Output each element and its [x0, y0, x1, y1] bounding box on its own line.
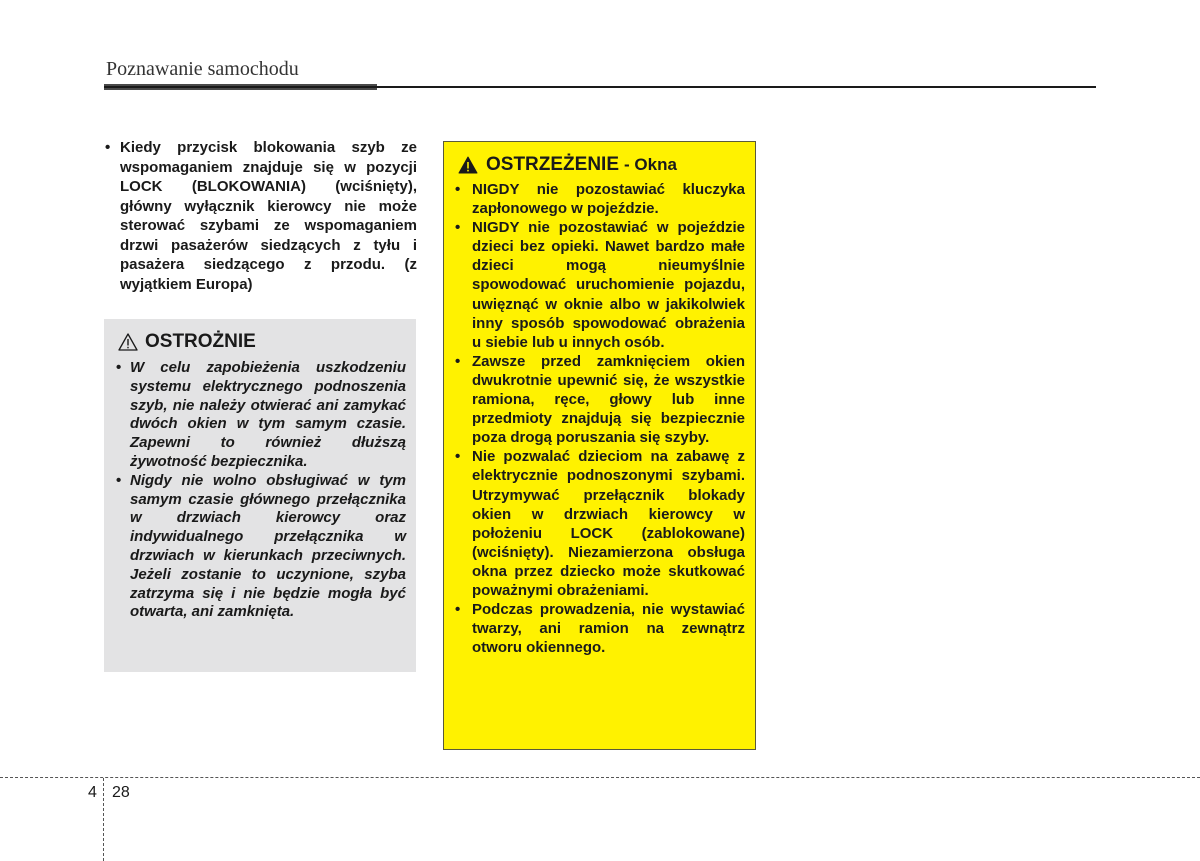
caution-item: • W celu zapobieżenia uszkodzeniu systemu elektrycznego podnoszenia szyb, nie należy otwierać ani zamykać dwóch okien w tym samym czasie. Zapewni to również dłuższą żywotność bezpiecznika.	[116, 359, 406, 472]
caution-title-text: OSTROŻNIE	[145, 331, 256, 352]
warning-item: • NIGDY nie pozostawiać w pojeździe dzieci bez opieki. Nawet bardzo małe dzieci mogą nieumyślnie spowodować uruchomienie pojazdu, uwięznąć w oknie albo w jakikolwiek inny sposób spowodować obrażenia u siebie lub u innych osób.	[454, 218, 745, 352]
warning-subtitle-text: - Okna	[624, 155, 677, 174]
footer-vertical-divider	[103, 778, 104, 861]
warning-item: • Zawsze przed zamknięciem okien dwukrotnie upewnić się, że wszystkie ramiona, ręce, głowy lub inne przedmioty znajdują się bezpiecznie poza drogą poruszania się szyby.	[454, 352, 745, 447]
warning-box	[443, 141, 756, 750]
warning-heading	[458, 154, 745, 176]
caution-item: • Nigdy nie wolno obsługiwać w tym samym czasie głównego przełącznika w drzwiach kierowcy oraz indywidualnego przełącznika w drzwiach w kierunkach przeciwnych. Jeżeli zostanie to uczynione, szyba zatrzyma się i nie będzie mogła być otwarta, ani zamknięta.	[116, 472, 406, 622]
warning-list	[454, 180, 745, 657]
warning-triangle-icon	[458, 156, 478, 174]
warning-title-text: OSTRZEŻENIE	[486, 154, 620, 175]
footer-divider	[0, 777, 1200, 778]
intro-bullet-list	[105, 138, 417, 294]
page-section-number: 4	[88, 784, 97, 801]
warning-item: • Nie pozwalać dzieciom na zabawę z elektrycznie podnoszonymi szybami. Utrzymywać przełącznik blokady okien w drzwiach kierowcy w położeniu LOCK (zablokowane) (wciśnięty). Niezamierzona obsługa okna przez dziecko może skutkować poważnymi obrażeniami.	[454, 447, 745, 600]
page-number: 28	[112, 784, 130, 801]
caution-list	[116, 359, 406, 622]
intro-bullet-item: • Kiedy przycisk blokowania szyb ze wspomaganiem znajduje się w pozycji LOCK (BLOKOWANIA) (wciśnięty), główny wyłącznik kierowcy nie może sterować szybami ze wspomaganiem drzwi pasażerów siedzących z tyłu i pasażera siedzącego z przodu. (z wyjątkiem Europa)	[105, 138, 417, 294]
page-header-title: Poznawanie samochodu	[106, 58, 299, 80]
header-divider	[104, 86, 1096, 88]
warning-item: • NIGDY nie pozostawiać kluczyka zapłonowego w pojeździe.	[454, 180, 745, 218]
warning-item: • Podczas prowadzenia, nie wystawiać twarzy, ani ramion na zewnątrz otworu okiennego.	[454, 600, 745, 657]
caution-triangle-icon	[118, 333, 138, 351]
caution-box	[104, 319, 416, 672]
caution-heading	[118, 331, 406, 353]
